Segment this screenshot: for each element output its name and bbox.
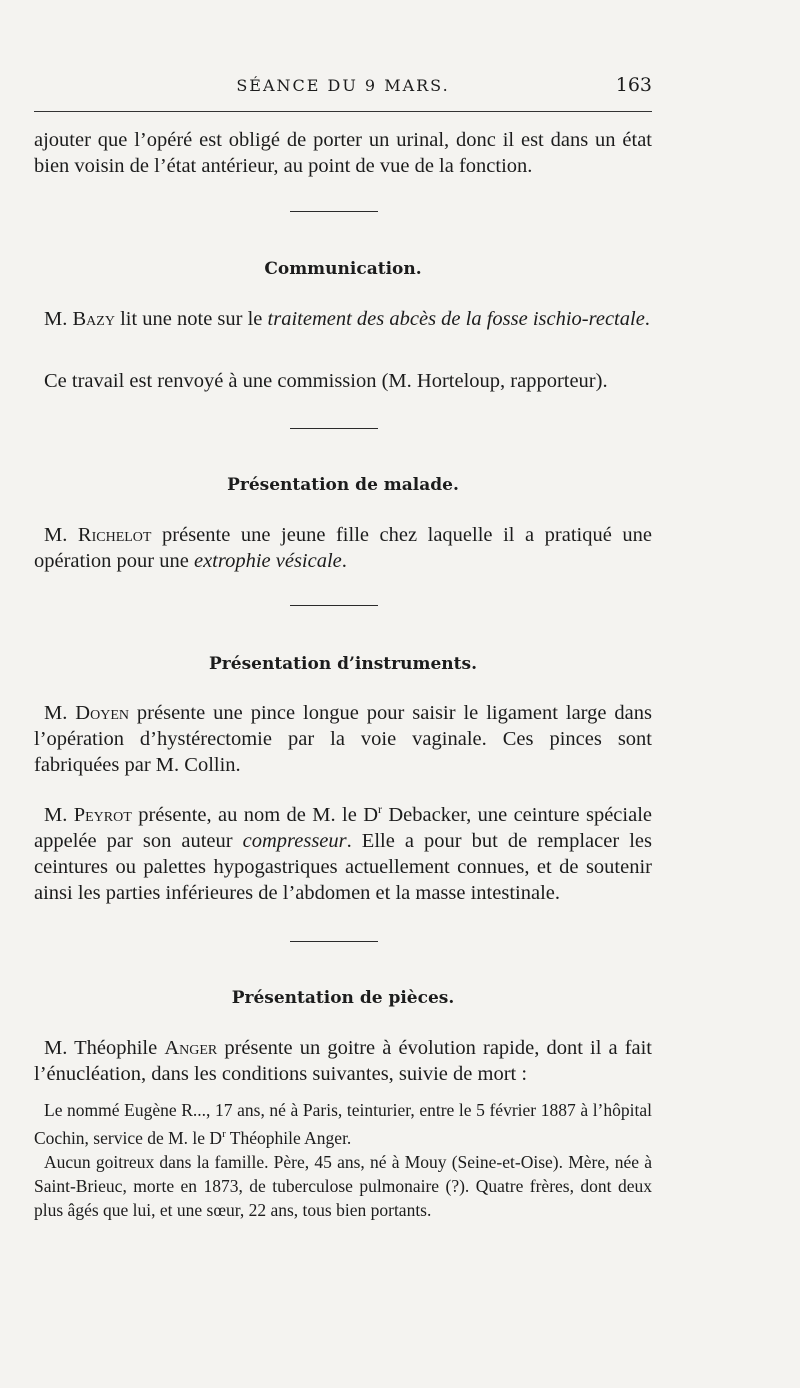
section-divider [290, 941, 378, 942]
section-title-communication: Communication. [264, 259, 422, 279]
page-number: 163 [615, 74, 652, 96]
observation-paragraph-2: Aucun goitreux dans la famille. Père, 45 ans, né à Mouy (Seine-et-Oise). Mère, née à Saint-Brieuc, morte en 1873, de tuberculose pulmonaire (?). Quatre frères, dont deux plus âgés que lui, et une sœur, 22 ans, tous bien portants. [34, 1151, 652, 1220]
paragraph-richelot: M. Richelot présente une jeune fille chez laquelle il a pratiqué une opération pour une extrophie vésicale. [34, 524, 652, 572]
page-header [34, 76, 652, 102]
paragraph-peyrot: M. Peyrot présente, au nom de M. le $D^r$ Debacker, une ceinture spéciale appelée par son auteur compresseur. Elle a pour but de remplacer les ceintures ou palettes hypogastriques actuellement connues, et de soutenir ainsi les parties inférieures de l’abdomen et la masse intestinale. [34, 802, 652, 904]
section-divider [290, 211, 378, 212]
paper-title: traitement des abcès de la fosse ischio-rectale [267, 308, 645, 330]
section-divider [290, 428, 378, 429]
author-name: M. Richelot [44, 524, 152, 546]
observation-paragraph-1: Le nommé Eugène R..., 17 ans, né à Paris, teinturier, entre le 5 février 1887 à l’hôpital Cochin, service de M. le $D^r$ Théophile Anger. [34, 1100, 652, 1148]
paragraph-bazy: M. Bazy lit une note sur le traitement des abcès de la fosse ischio-rectale. [44, 308, 650, 330]
author-name: Anger [164, 1037, 218, 1059]
section-divider [290, 605, 378, 606]
paragraph-continuation: ajouter que l’opéré est obligé de porter un urinal, donc il est dans un état bien voisin de l’état antérieur, au point de vue de la fonction. [34, 129, 652, 177]
author-name: M. Doyen [44, 702, 129, 724]
section-title-malade: Présentation de malade. [227, 475, 459, 495]
paragraph-anger: M. Théophile Anger présente un goitre à évolution rapide, dont il a fait l’énucléation, dans les conditions suivantes, suivie de mort : [34, 1037, 653, 1085]
term: extrophie vésicale [193, 550, 342, 572]
author-name: M. Bazy [44, 308, 115, 330]
paragraph-commission: Ce travail est renvoyé à une commission (M. Horteloup, rapporteur). [44, 370, 608, 392]
section-title-instruments: Présentation d’instruments. [209, 654, 477, 674]
author-name: M. Peyrot [44, 803, 132, 826]
running-head: SÉANCE DU 9 MARS. [236, 76, 450, 95]
term: compresseur [242, 829, 347, 852]
observation-text [34, 1098, 652, 1222]
section-title-pieces: Présentation de pièces. [231, 988, 455, 1008]
paragraph-doyen: M. Doyen présente une pince longue pour saisir le ligament large dans l’opération d’hystérectomie par la voie vaginale. Ces pinces sont fabriquées par M. Collin. [34, 702, 652, 776]
header-rule [34, 111, 652, 112]
